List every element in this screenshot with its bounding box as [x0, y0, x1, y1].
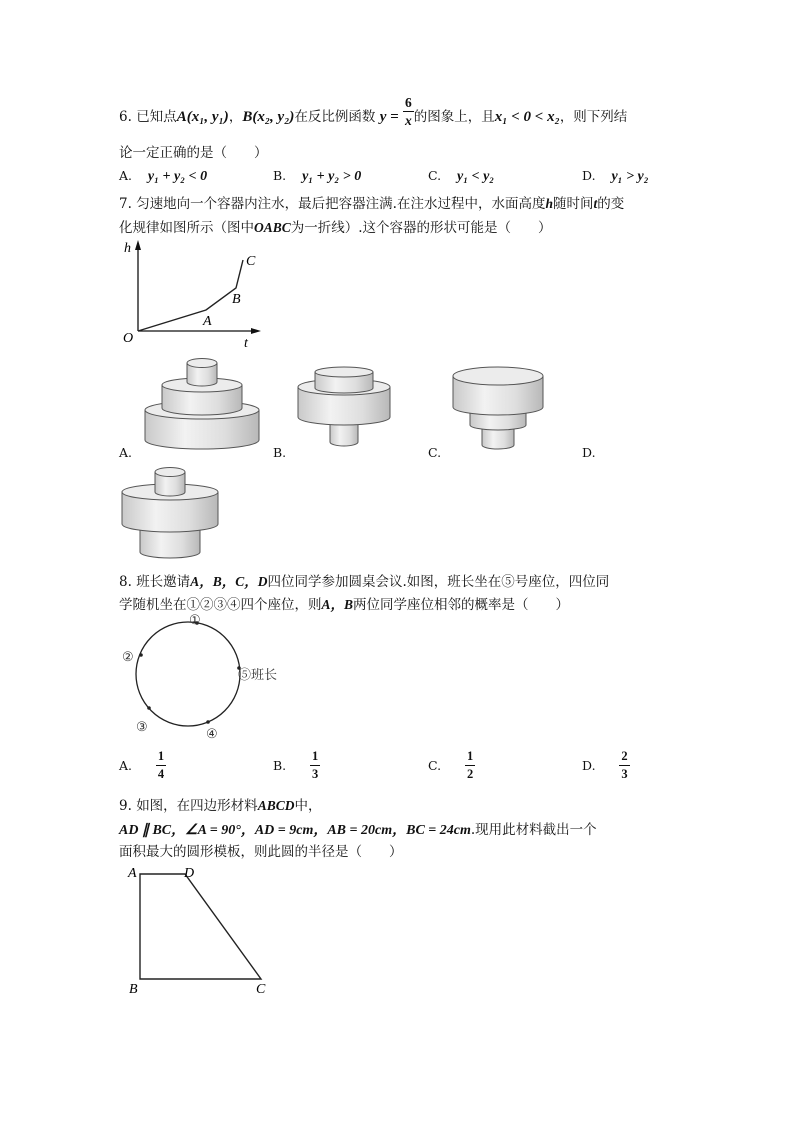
seat-4: ④: [206, 726, 218, 741]
container-option-b[interactable]: [295, 362, 395, 462]
q8-line1: 8. 班长邀请A，B，C，D四位同学参加圆桌会议.如图，班长坐在⑤号座位，四位同: [119, 574, 610, 590]
oabc-polyline: [138, 260, 243, 331]
q6-text4: ，则下列结: [559, 109, 628, 125]
q6-option-d[interactable]: D. y₁ > y₂: [582, 168, 649, 184]
label-o: O: [123, 331, 134, 346]
container-option-c[interactable]: [450, 362, 550, 462]
q9-line2: AD ∥ BC，∠A = 90°，AD = 9cm，AB = 20cm，BC = 24cm.现用此材料截出一个: [119, 822, 597, 838]
q9-line3: 面积最大的圆形模板，则此圆的半径是（ ）: [119, 844, 403, 860]
q6-option-a[interactable]: A. y₁ + y₂ < 0: [119, 168, 208, 184]
label-b: B: [232, 292, 241, 307]
q7-option-a-label[interactable]: A.: [119, 445, 133, 460]
container-option-d[interactable]: [118, 462, 228, 567]
quadrilateral-abcd-diagram: [118, 862, 278, 997]
q6-text2: 在反比例函数: [294, 109, 376, 125]
q6-option-c[interactable]: C. y₁ < y₂: [428, 168, 495, 184]
q6-number: 6.: [119, 109, 132, 125]
q8-option-a[interactable]: A. $\frac{1}{4}$: [119, 749, 165, 781]
q6-function-fraction: $\frac{6}{x}$: [405, 95, 412, 128]
label-a: A: [203, 314, 212, 329]
q7-number: 7.: [119, 196, 132, 212]
q6-text1: 已知点: [136, 109, 177, 125]
q6-text3: 的图象上，且: [413, 109, 495, 125]
label-c: C: [246, 254, 256, 269]
h-axis-arrow: [135, 240, 141, 250]
q7-option-d-label[interactable]: D.: [582, 445, 596, 460]
vertex-b: B: [129, 982, 138, 997]
t-axis-arrow: [251, 328, 261, 334]
q7-line2: 化规律如图所示（图中OABC为一折线）.这个容器的形状可能是（ ）: [119, 220, 552, 236]
q6-function-lhs: y =: [379, 109, 399, 125]
q8-option-b[interactable]: B. $\frac{1}{3}$: [273, 749, 319, 781]
q7-option-c-label[interactable]: C.: [428, 445, 442, 460]
q7-option-b-label[interactable]: B.: [273, 445, 287, 460]
vertex-c: C: [256, 982, 266, 997]
round-table-circle: [136, 622, 240, 726]
seat-5-monitor: ⑤班长: [238, 667, 278, 682]
q6-point-b: B(x₂, y₂): [242, 109, 295, 125]
q8-option-c[interactable]: C. $\frac{1}{2}$: [428, 749, 474, 781]
container-option-a[interactable]: [140, 355, 270, 455]
q6-point-a: A(x₁, y₁): [176, 109, 229, 125]
q6-line2: 论一定正确的是（ ）: [119, 145, 268, 161]
seat-3: ③: [136, 719, 148, 734]
seat-2: ②: [122, 649, 134, 664]
vertex-d: D: [184, 866, 195, 881]
quadrilateral-abcd: [140, 874, 261, 979]
round-table-diagram: [118, 612, 298, 742]
label-h: h: [124, 241, 131, 256]
q7-line1: 7. 匀速地向一个容器内注水，最后把容器注满.在注水过程中，水面高度h随时间t的变: [119, 196, 625, 212]
q9-line1: 9. 如图，在四边形材料ABCD中，: [119, 798, 322, 814]
seat-1: ①: [189, 612, 201, 627]
q8-number: 8.: [119, 574, 132, 590]
q6-option-b[interactable]: B. y₁ + y₂ > 0: [273, 168, 362, 184]
q9-conditions: AD ∥ BC，∠A = 90°，AD = 9cm，AB = 20cm，BC = 24cm: [119, 823, 471, 838]
label-t: t: [244, 336, 248, 351]
q9-number: 9.: [119, 798, 132, 814]
q6-line1: 6. 已知点A(x₁, y₁)，B(x₂, y₂)在反比例函数 y = $\frac{6}{x}$ 的图象上，且x₁ < 0 < x₂，则下列结: [119, 95, 628, 128]
vertex-a: A: [128, 866, 137, 881]
q8-line2: 学随机坐在①②③④四个座位，则A，B两位同学座位相邻的概率是（ ）: [119, 597, 570, 613]
q7-height-time-graph: [118, 238, 268, 351]
q8-option-d[interactable]: D. $\frac{2}{3}$: [582, 749, 628, 781]
q6-condition: x₁ < 0 < x₂: [494, 109, 560, 125]
